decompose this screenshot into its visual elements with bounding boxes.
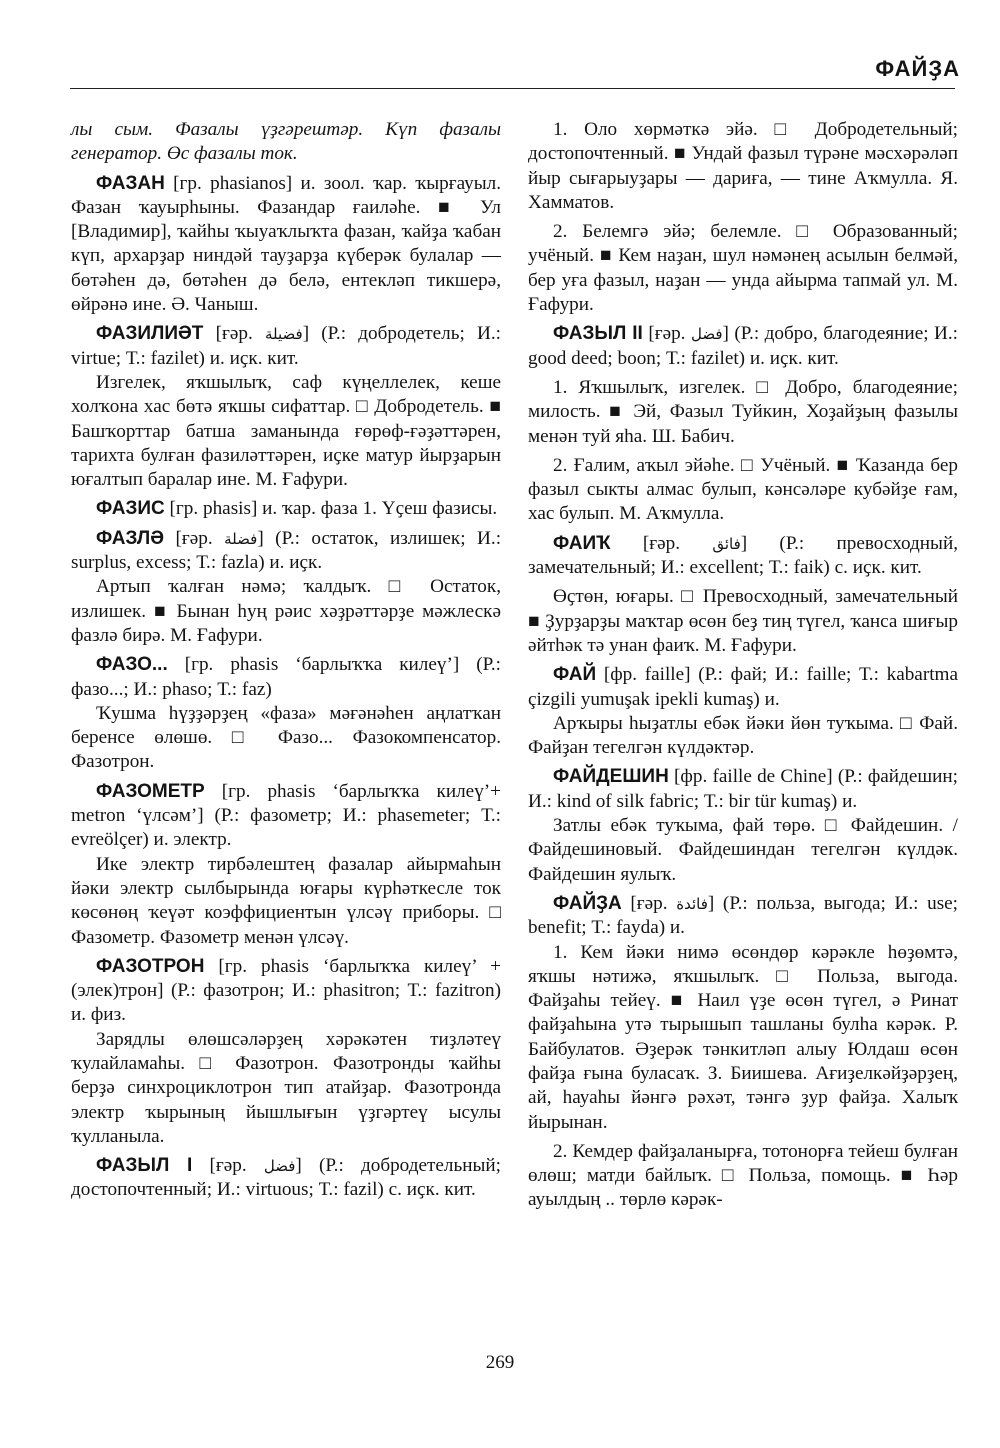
- definition: Ҡушма һүҙҙәрҙең «фаза» мәғәнәһен аңлатҡан беренсе өлөшө. □ Фазо... Фазокомпенсатор. Фазотрон.: [71, 702, 501, 773]
- definition: Артып ҡалған нәмә; ҡалдыҡ. □ Остаток, излишек. ■ Бынан һуң рәис хәҙрәттәрҙе мәжлескә фазлә бирә. М. Ғафури.: [71, 576, 501, 646]
- definition: 2. Кемдер файҙаланырға, тотонорға тейеш булған өлөш; матди байлыҡ. □ Польза, помощь. ■ Һәр ауылдың .. төрлө кәрәк-: [528, 1140, 958, 1211]
- arabic-script: فائق: [712, 534, 741, 553]
- entry-fai: ФАЙ [фр. faille] (Р.: фай; И.: faille; Т.: kabartma çizgili yumuşak ipekli kumaş) и.: [528, 664, 958, 710]
- page-number: 269: [485, 1352, 515, 1373]
- entry-fazan: ФАЗАН [гр. phasianos] и. зоол. ҡар. ҡырғауыл. Фазан ҡауырһыны. Фазандар ғаиләһе. ■ Ул [Владимир], ҡайһы ҡыуаҡлыҡта фазан, ҡайҙа ҡабан күп, архарҙар ниндәй тауҙарҙа күберәк булалар — бөтәһен дә, бөтәһен дә белә, ентекләп тикшерә, өйрәнә ине. Ә. Чаныш.: [71, 172, 501, 316]
- entry-faiza: ФАЙҘА [ғәр. فائدة] (Р.: польза, выгода; И.: use; benefit; Т.: fayda) и.: [528, 892, 959, 939]
- arabic-script: فضل: [690, 325, 723, 344]
- arabic-script: فضيلة: [264, 325, 303, 344]
- headword: ФАЙҘА: [553, 892, 622, 914]
- entry-faideshin: ФАЙДЕШИН [фр. faille de Chine] (Р.: файдешин; И.: kind of silk fabric; Т.: bir tür kumaş) и.: [528, 766, 958, 812]
- definition: 2. Белемгә эйә; белемле. □ Образованный; учёный. ■ Кем наҙан, шул нәмәнең асылын белмәй, бер уға фазыл, наҙан — унда айырма тапмай ул. М. Ғафури.: [528, 221, 958, 316]
- entry-faik: ФАИҠ [ғәр. فائق] (Р.: превосходный, замечательный; И.: excellent; Т.: faik) с. иҫк. кит.: [528, 532, 959, 579]
- running-head: ФАЙҘА: [875, 56, 960, 81]
- headword: ФАЗИЛИӘТ: [96, 323, 204, 345]
- right-column: [528, 118, 958, 1213]
- headword: ФАЙДЕШИН: [553, 766, 669, 788]
- arabic-script: فضلة: [224, 529, 258, 548]
- definition: Изгелек, яҡшылыҡ, саф күңеллелек, кеше холҡона хас бөтә яҡшы сифаттар. □ Добродетель. ■ Башҡорттар батша заманында ғөрөф-ғәҙәттәрен, тарихта булған фазиләттәрен, иҫке матур йырҙарын юғалтып баралар ине. М. Ғафури.: [71, 371, 501, 491]
- headword: ФАЗОТРОН: [96, 955, 205, 977]
- definition: 1. Оло хөрмәткә эйә. □ Добродетельный; достопочтенный. ■ Ундай фазыл түрәне мәсхәрәләп йыр сығарыуҙары — дариға, — тине Аҡмулла. Я. Хамматов.: [528, 119, 958, 213]
- entry-fazyl-2: ФАЗЫЛ II [ғәр. فضل] (Р.: добро, благодеяние; И.: good deed; boon; Т.: fazilet) и. иҫк. кит.: [528, 323, 959, 369]
- definition: 2. Ғалим, аҡыл эйәһе. □ Учёный. ■ Ҡазанда бер фазыл сыкты алмас булып, кәнсәләре кубәйҙе ғам, хас булып. М. Аҡмулла.: [528, 454, 958, 525]
- header-rule: [70, 88, 955, 89]
- headword: ФАЗО...: [96, 654, 168, 676]
- headword: ФАЗОМЕТР: [96, 780, 205, 802]
- entry-fazotron: ФАЗОТРОН [гр. phasis ‘барлыҡҡа килеү’ + (элек)трон] (Р.: фазотрон; И.: phasitron; Т.: fazitron) и. физ.: [71, 955, 502, 1026]
- entry-fazis: ФАЗИС [гр. phasis] и. ҡар. фаза 1. Үҫеш фазисы.: [96, 498, 498, 520]
- headword: ФАЗАН: [96, 172, 165, 194]
- entry-fazilet: ФАЗИЛИӘТ [ғәр. فضيلة] (Р.: добродетель; И.: virtue; Т.: fazilet) и. иҫк. кит.: [71, 323, 501, 369]
- entry-fazo: ФАЗО... [гр. phasis ‘барлыҡҡа килеү’] (Р.: фазо...; И.: phaso; Т.: faz): [71, 654, 502, 700]
- headword: ФАЙ: [553, 664, 597, 686]
- entry-fazyl-1: ФАЗЫЛ I [ғәр. فضل] (Р.: добродетельный; достопочтенный; И.: virtuous; Т.: fazil) с. иҫк. кит.: [71, 1155, 501, 1201]
- arabic-script: فائدة: [676, 894, 708, 913]
- definition: 1. Кем йәки нимә өсөндөр кәрәкле һөҙөмтә, яҡшы нәтижә, яҡшылыҡ. □ Польза, выгода. Файҙаһы тейеү. ■ Наил үҙе өсөн түгел, ә Ринат файҙаһына утә тырышып ташланы булһа кәрәк. Р. Байбулатов. Әҙерәк тәнкитләп алыу Юлдаш өсөн файҙа ғына буласаҡ. З. Биишева. Ағиҙелкәйҙәрҙең, ай, һауаһы йәнгә рәхәт, тәнгә ҙур файҙа. Халыҡ йырынан.: [528, 941, 958, 1133]
- definition: Ике электр тирбәлештең фазалар айырмаһын йәки электр сылбырында юғары күрһәткесле ток көсөнөң ҡеүәт коэффициентын үлсәү приборы. □ Фазометр. Фазометр менән үлсәү.: [71, 853, 501, 948]
- definition: Зарядлы өлөшсәләрҙең хәрәкәтен тиҙләтеү ҡулайламаһы. □ Фазотрон. Фазотронды ҡайһы берҙә синхроциклотрон тип атайҙар. Фазотронда электр ҡырының йышлығын үҙгәртеү ысулы ҡулланыла.: [71, 1028, 501, 1147]
- definition: Затлы ебәк туҡыма, фай төрө. □ Файдешин. / Файдешиновый. Файдешиндан тегелгән күлдәк. Файдешин яулыҡ.: [528, 815, 958, 885]
- headword: ФАЗЫЛ II: [553, 323, 643, 345]
- definition: Арҡыры һыҙатлы ебәк йәки йөн туҡыма. □ Фай. Файҙан тегелгән күлдәктәр.: [528, 712, 958, 759]
- arabic-script: فضل: [263, 1157, 296, 1176]
- definition: 1. Яҡшылыҡ, изгелек. □ Добро, благодеяние; милость. ■ Эй, Фазыл Туйкин, Хоҙайҙың фазылы менән туй яһа. Ш. Бабич.: [528, 376, 958, 447]
- definition: Өҫтөн, юғары. □ Превосходный, замечательный ■ Ҙурҙарҙы маҡтар өсөн беҙ тиң түгел, ҡанса шиғыр әйтһәк тә унан фаиҡ. М. Ғафури.: [528, 586, 958, 656]
- entry-continuation: лы сым. Фазалы үҙгәрештәр. Күп фазалы генератор. Өс фазалы ток.: [71, 119, 501, 165]
- entry-fazometr: ФАЗОМЕТР [гр. phasis ‘барлыҡҡа килеү’+ metron ‘үлсәм’] (Р.: фазометр; И.: phasemeter; Т.: evreölçer) и. электр.: [71, 780, 501, 851]
- left-column: [71, 118, 501, 1203]
- headword: ФАЗЛӘ: [96, 527, 165, 549]
- entry-fazle: ФАЗЛӘ [ғәр. فضلة] (Р.: остаток, излишек; И.: surplus, excess; Т.: fazla) и. иҫк.: [71, 527, 502, 574]
- headword: ФАЗЫЛ I: [96, 1155, 193, 1177]
- headword: ФАЗИС: [96, 498, 165, 520]
- headword: ФАИҠ: [553, 532, 611, 554]
